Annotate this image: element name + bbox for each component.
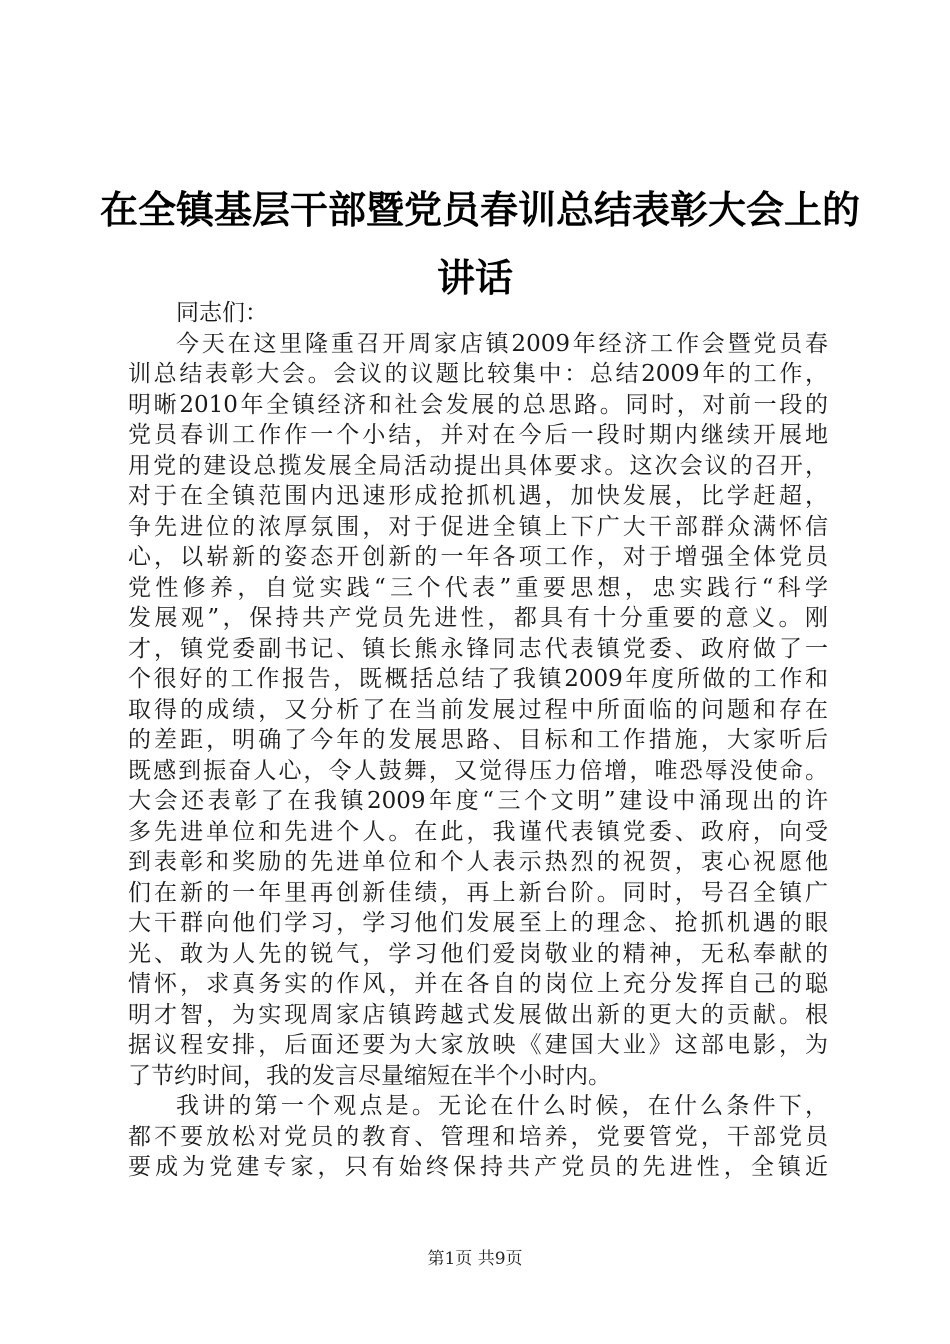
body-line: 同志们： <box>176 300 268 326</box>
body-line: 大干群向他们学习，学习他们发展至上的理念、抢抓机遇的眼 <box>128 910 828 936</box>
body-line: 光、敢为人先的锐气，学习他们爱岗敬业的精神，无私奉献的 <box>128 940 828 967</box>
title-line-1: 在全镇基层干部暨党员春训总结表彰大会上的 <box>100 188 861 232</box>
body-line: 我讲的第一个观点是。无论在什么时候，在什么条件下， <box>176 1093 828 1119</box>
body-line: 发展观”，保持共产党员先进性，都具有十分重要的意义。刚 <box>128 605 828 631</box>
body-line: 心，以崭新的姿态开创新的一年各项工作，对于增强全体党员 <box>128 544 828 570</box>
body-line: 了节约时间，我的发言尽量缩短在半个小时内。 <box>128 1062 611 1089</box>
body-line: 明才智，为实现周家店镇跨越式发展做出新的更大的贡献。根 <box>128 1001 828 1028</box>
body-line: 党员春训工作作一个小结，并对在今后一段时期内继续开展地 <box>128 422 828 448</box>
body-line: 到表彰和奖励的先进单位和个人表示热烈的祝贺，衷心祝愿他 <box>128 849 828 875</box>
page-footer: 第1页 共9页 <box>427 1249 523 1269</box>
body-line: 要成为党建专家，只有始终保持共产党员的先进性，全镇近 <box>128 1154 828 1180</box>
document-body <box>128 298 828 1183</box>
body-line: 用党的建设总揽发展全局活动提出具体要求。这次会议的召开， <box>128 452 828 479</box>
body-line: 才，镇党委副书记、镇长熊永锋同志代表镇党委、政府做了一 <box>128 635 828 662</box>
body-line: 党性修养，自觉实践“三个代表”重要思想，忠实践行“科学 <box>128 574 828 601</box>
body-line: 个很好的工作报告，既概括总结了我镇2009年度所做的工作和 <box>128 666 828 692</box>
body-line: 明晰2010年全镇经济和社会发展的总思路。同时，对前一段的 <box>128 391 828 418</box>
title-line-2: 讲话 <box>436 256 513 300</box>
body-line: 们在新的一年里再创新佳绩，再上新台阶。同时，号召全镇广 <box>128 879 828 906</box>
body-line: 多先进单位和先进个人。在此，我谨代表镇党委、政府，向受 <box>128 818 828 845</box>
body-line: 对于在全镇范围内迅速形成抢抓机遇，加快发展，比学赶超， <box>128 483 828 509</box>
body-line: 训总结表彰大会。会议的议题比较集中：总结2009年的工作， <box>128 361 828 387</box>
body-line: 今天在这里隆重召开周家店镇2009年经济工作会暨党员春 <box>176 330 828 357</box>
body-line: 的差距，明确了今年的发展思路、目标和工作措施，大家听后 <box>128 727 828 753</box>
body-line: 既感到振奋人心，令人鼓舞，又觉得压力倍增，唯恐辱没使命。 <box>128 757 828 784</box>
body-line: 取得的成绩，又分析了在当前发展过程中所面临的问题和存在 <box>128 696 828 723</box>
body-line: 情怀，求真务实的作风，并在各自的岗位上充分发挥自己的聪 <box>128 971 828 997</box>
body-line: 大会还表彰了在我镇2009年度“三个文明”建设中涌现出的许 <box>128 788 828 814</box>
document-title <box>100 176 861 312</box>
body-line: 据议程安排，后面还要为大家放映《建国大业》这部电影，为 <box>128 1032 828 1058</box>
body-line: 都不要放松对党员的教育、管理和培养，党要管党，干部党员 <box>128 1123 828 1150</box>
body-line: 争先进位的浓厚氛围，对于促进全镇上下广大干部群众满怀信 <box>128 513 828 540</box>
